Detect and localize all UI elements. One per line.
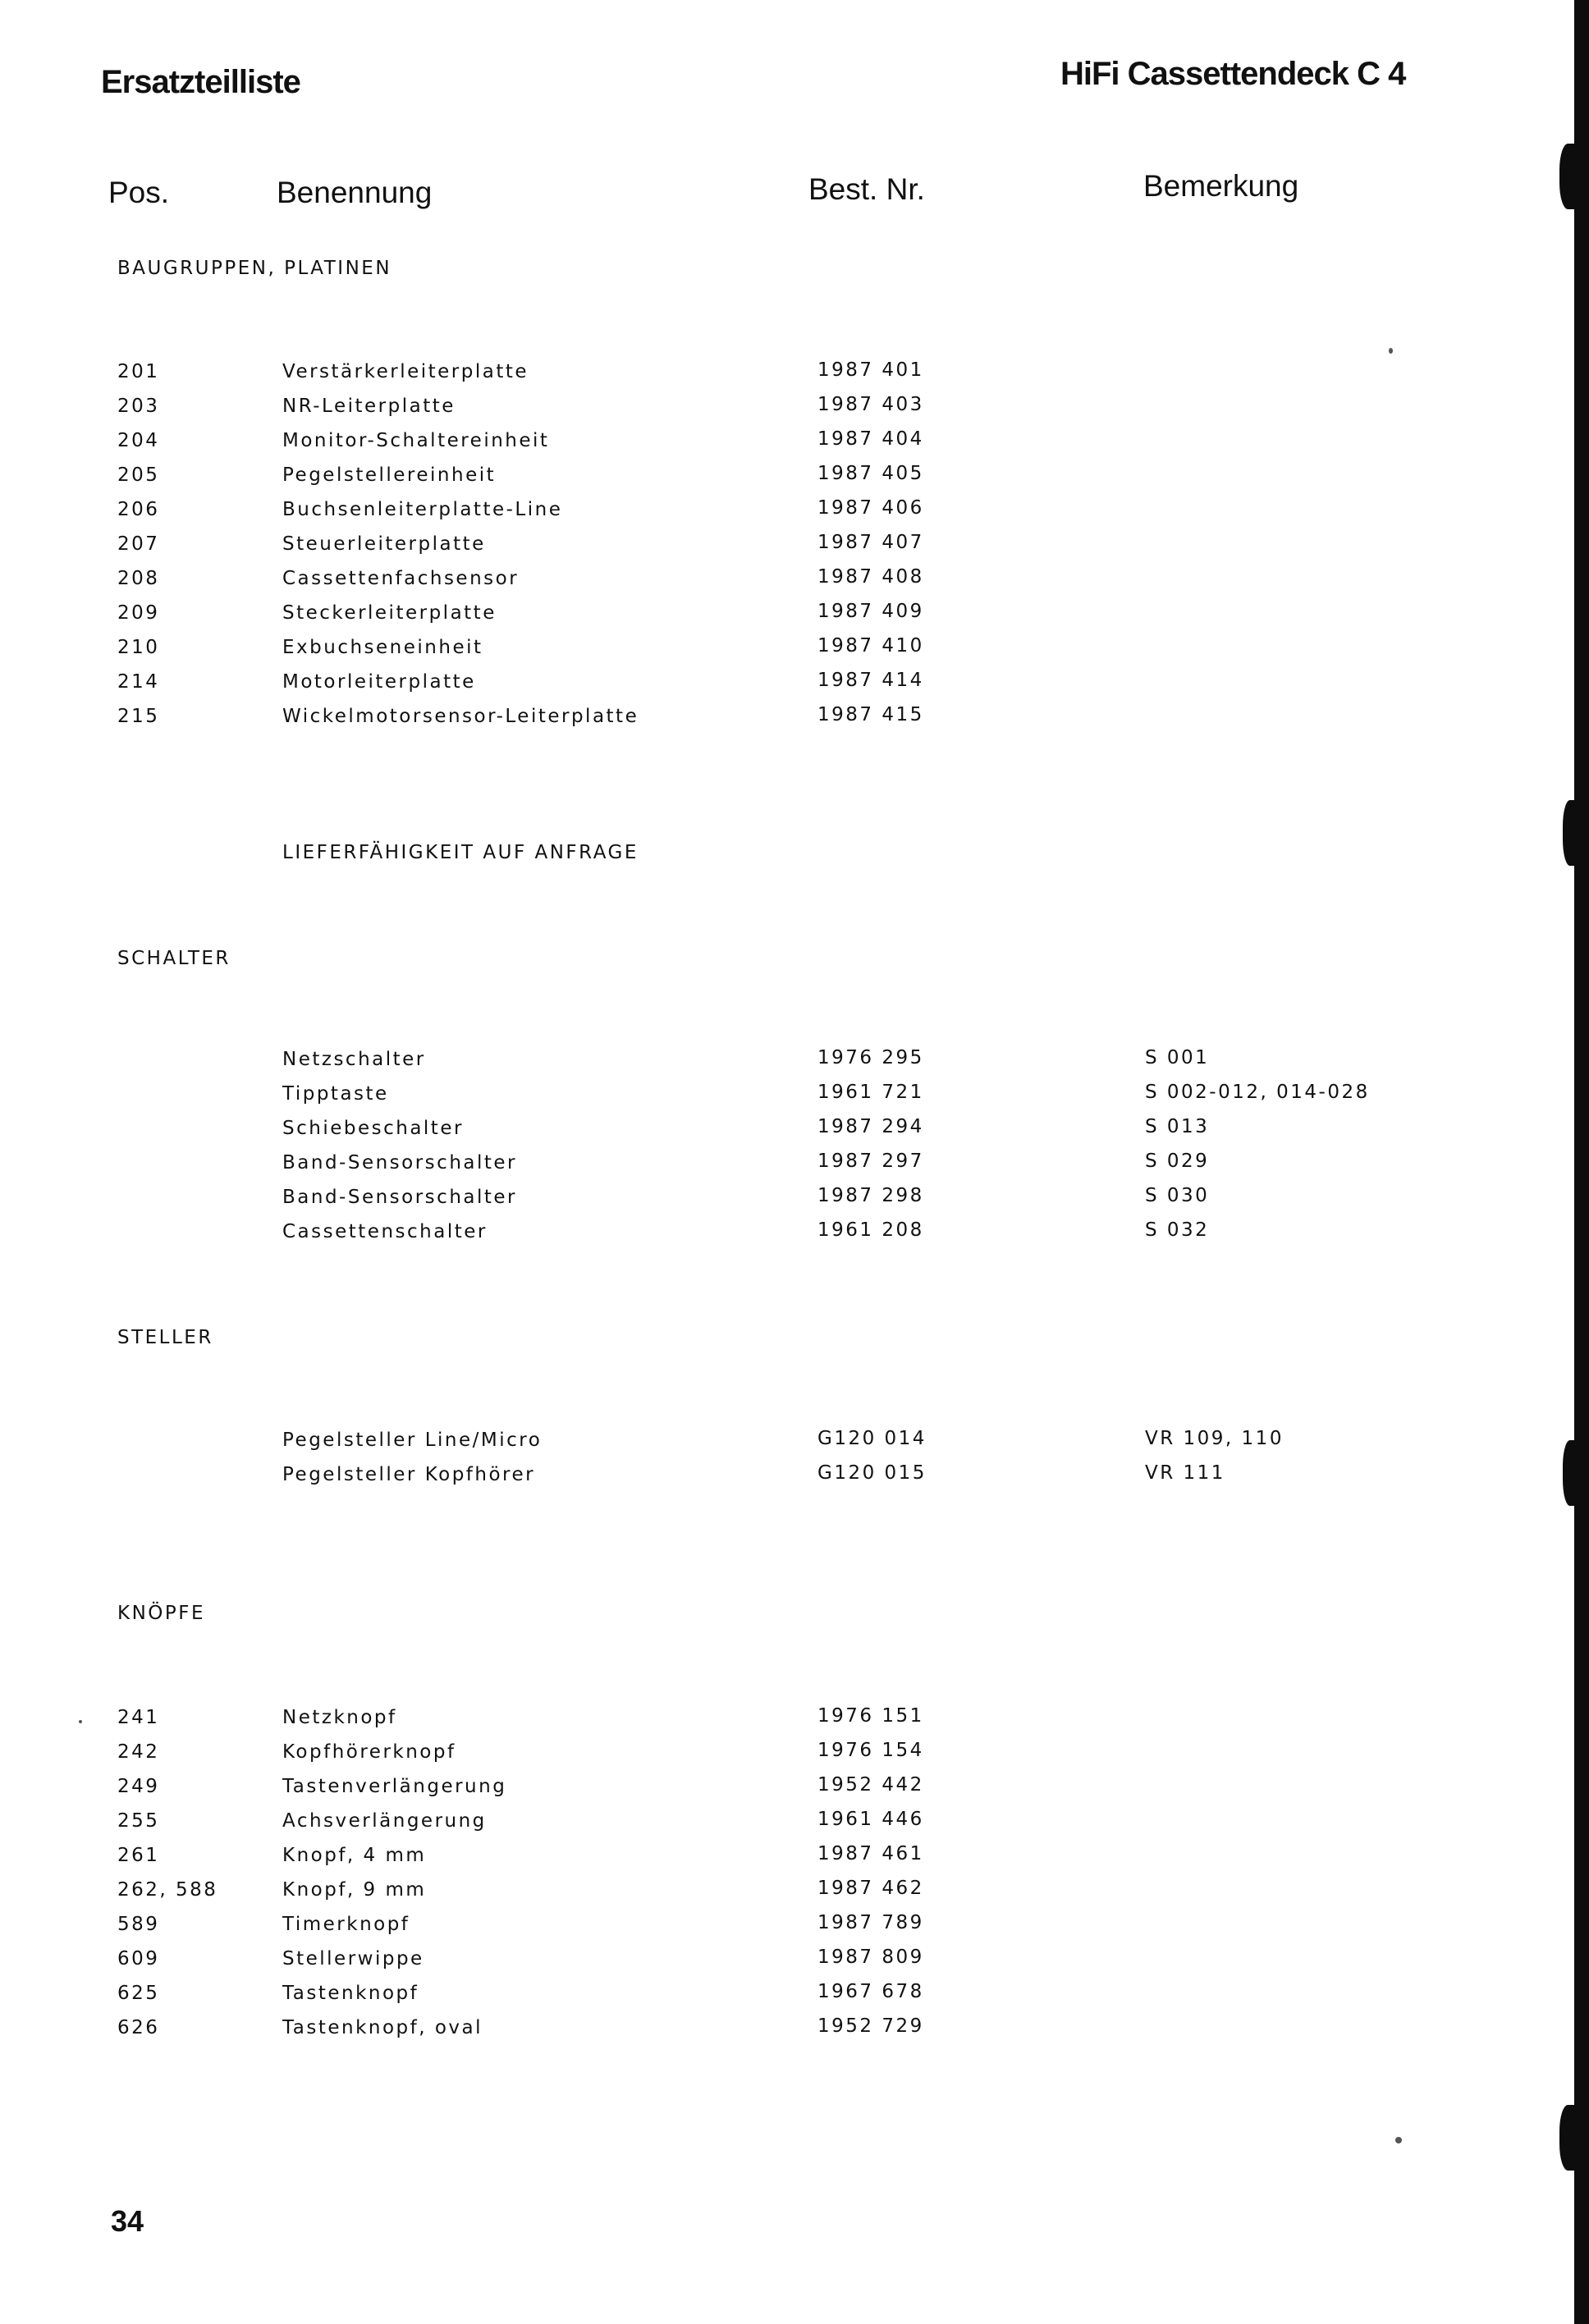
row-name: Buchsenleiterplatte-Line: [282, 499, 563, 520]
row-name: Band-Sensorschalter: [282, 1152, 518, 1173]
section-heading: SCHALTER: [117, 948, 231, 969]
row-order-no: 1987 294: [817, 1116, 924, 1137]
row-order-no: 1961 446: [817, 1809, 924, 1830]
section-heading: KNÖPFE: [117, 1603, 206, 1624]
row-order-no: 1987 405: [817, 463, 924, 484]
row-name: Stellerwippe: [282, 1948, 424, 1969]
row-order-no: 1987 409: [817, 601, 924, 622]
row-name: Verstärkerleiterplatte: [282, 361, 529, 382]
row-name: Kopfhörerknopf: [282, 1741, 456, 1763]
row-pos: 242: [117, 1741, 160, 1763]
row-name: Exbuchseneinheit: [282, 637, 483, 658]
scan-edge-mark: [1559, 2105, 1581, 2171]
row-order-no: 1976 151: [817, 1705, 924, 1727]
row-pos: 210: [117, 637, 160, 658]
row-order-no: 1987 404: [817, 428, 924, 450]
row-pos: 241: [117, 1707, 160, 1728]
row-order-no: 1987 414: [817, 670, 924, 691]
row-name: Band-Sensorschalter: [282, 1187, 518, 1208]
row-order-no: 1987 298: [817, 1185, 924, 1206]
row-name: Cassettenschalter: [282, 1221, 488, 1242]
row-name: Tastenverlängerung: [282, 1776, 507, 1797]
row-pos: 609: [117, 1948, 160, 1969]
section-heading: STELLER: [117, 1327, 213, 1348]
row-order-no: 1987 408: [817, 566, 924, 588]
row-order-no: 1987 789: [817, 1912, 924, 1933]
scan-speck: [79, 1720, 82, 1723]
page-number: 34: [111, 2204, 144, 2238]
row-order-no: 1961 721: [817, 1082, 924, 1103]
row-remark: S 002-012, 014-028: [1145, 1082, 1370, 1103]
row-name: Netzknopf: [282, 1707, 397, 1728]
row-order-no: 1952 442: [817, 1774, 924, 1796]
row-order-no: 1967 678: [817, 1981, 924, 2002]
row-name: Steckerleiterplatte: [282, 602, 497, 624]
row-name: Knopf, 4 mm: [282, 1845, 427, 1866]
row-name: Tastenknopf, oval: [282, 2017, 483, 2038]
scan-edge-mark: [1563, 1440, 1581, 1506]
row-order-no: 1987 297: [817, 1151, 924, 1172]
row-remark: S 032: [1145, 1219, 1210, 1241]
row-pos: 249: [117, 1776, 160, 1797]
row-order-no: 1952 729: [817, 2015, 924, 2037]
scan-speck: [1389, 348, 1393, 354]
row-name: Motorleiterplatte: [282, 671, 476, 693]
row-order-no: 1987 462: [817, 1878, 924, 1899]
row-remark: S 029: [1145, 1151, 1210, 1172]
row-order-no: 1987 407: [817, 532, 924, 553]
list-title: Ersatzteilliste: [101, 64, 300, 100]
row-name: Schiebeschalter: [282, 1118, 464, 1139]
row-remark: S 001: [1145, 1047, 1210, 1068]
row-order-no: 1987 401: [817, 359, 924, 381]
column-header-order-no: Best. Nr.: [808, 172, 925, 206]
column-header-pos: Pos.: [108, 176, 170, 209]
row-remark: VR 109, 110: [1145, 1428, 1284, 1449]
row-name: NR-Leiterplatte: [282, 396, 456, 417]
row-name: Pegelsteller Line/Micro: [282, 1430, 543, 1451]
row-pos: 203: [117, 396, 160, 417]
row-name: Monitor-Schaltereinheit: [282, 430, 550, 451]
row-name: Knopf, 9 mm: [282, 1879, 427, 1901]
row-pos: 207: [117, 533, 160, 555]
row-name: Achsverlängerung: [282, 1810, 487, 1832]
row-remark: VR 111: [1145, 1462, 1225, 1484]
row-pos: 205: [117, 464, 160, 486]
row-order-no: 1987 410: [817, 635, 924, 656]
row-pos: 589: [117, 1914, 160, 1935]
row-pos: 626: [117, 2017, 160, 2038]
row-order-no: 1976 154: [817, 1740, 924, 1761]
column-header-name: Benennung: [277, 176, 433, 209]
row-order-no: G120 014: [817, 1428, 927, 1449]
section-heading: BAUGRUPPEN, PLATINEN: [117, 258, 392, 279]
scan-edge-mark: [1563, 800, 1581, 866]
availability-note: LIEFERFÄHIGKEIT AUF ANFRAGE: [282, 842, 639, 863]
row-order-no: 1976 295: [817, 1047, 924, 1068]
row-pos: 206: [117, 499, 160, 520]
row-order-no: 1987 406: [817, 497, 924, 519]
column-header-remark: Bemerkung: [1143, 169, 1299, 203]
device-title: HiFi Cassettendeck C 4: [1060, 56, 1406, 92]
row-order-no: 1987 461: [817, 1843, 924, 1864]
scan-edge: [1574, 0, 1589, 2324]
row-pos: 261: [117, 1845, 160, 1866]
row-name: Tipptaste: [282, 1083, 389, 1105]
row-pos: 209: [117, 602, 160, 624]
row-pos: 204: [117, 430, 160, 451]
scan-speck: [1395, 2137, 1402, 2143]
row-remark: S 030: [1145, 1185, 1210, 1206]
row-remark: S 013: [1145, 1116, 1210, 1137]
row-name: Pegelstellereinheit: [282, 464, 497, 486]
row-name: Cassettenfachsensor: [282, 568, 520, 589]
row-name: Timerknopf: [282, 1914, 410, 1935]
row-order-no: G120 015: [817, 1462, 927, 1484]
row-pos: 625: [117, 1983, 160, 2004]
row-pos: 208: [117, 568, 160, 589]
row-pos: 214: [117, 671, 160, 693]
row-pos: 255: [117, 1810, 160, 1832]
row-name: Tastenknopf: [282, 1983, 419, 2004]
row-order-no: 1987 403: [817, 394, 924, 415]
row-pos: 201: [117, 361, 160, 382]
row-name: Netzschalter: [282, 1049, 426, 1070]
scan-edge-mark: [1559, 144, 1581, 209]
row-order-no: 1987 809: [817, 1947, 924, 1968]
row-name: Steuerleiterplatte: [282, 533, 486, 555]
row-pos: 262, 588: [117, 1879, 218, 1901]
row-name: Pegelsteller Kopfhörer: [282, 1464, 536, 1485]
row-name: Wickelmotorsensor-Leiterplatte: [282, 706, 639, 727]
row-pos: 215: [117, 706, 160, 727]
row-order-no: 1961 208: [817, 1219, 924, 1241]
row-order-no: 1987 415: [817, 704, 924, 725]
